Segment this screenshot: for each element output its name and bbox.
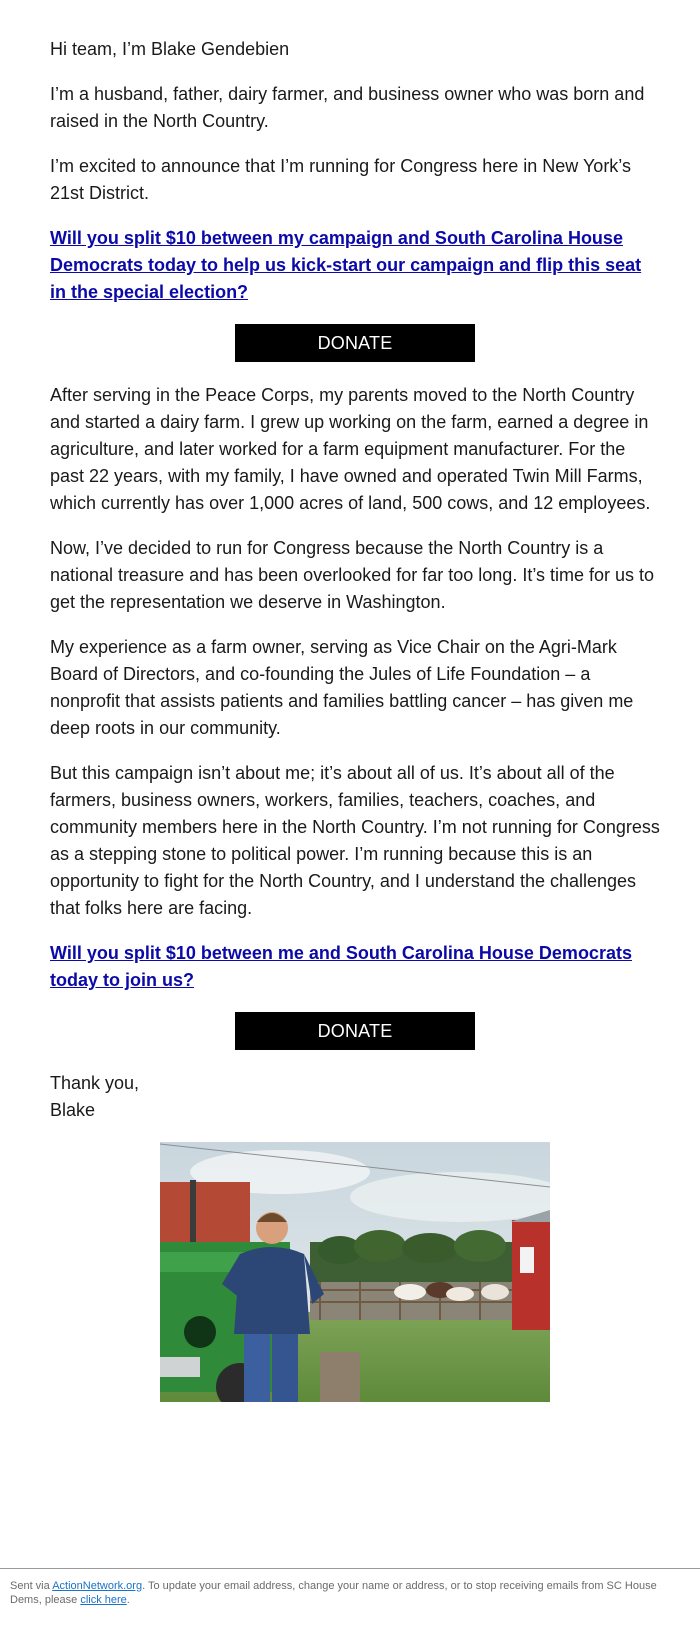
signoff-block bbox=[50, 1070, 660, 1124]
intro-paragraph-2: I’m excited to announce that I’m running for Congress here in New York’s 21st District. bbox=[50, 156, 631, 203]
footer-suffix: . bbox=[126, 1594, 130, 1606]
signoff: Thank you, bbox=[50, 1073, 140, 1093]
body-paragraph-4: But this campaign isn’t about me; it’s about all of us. It’s about all of the farmers, business owners, workers, families, teachers, coaches, and community members here in the North Country. I’m not running for Congress as a stepping stone to political power. I’m running because this is an opportunity to fight for the North Country, and I understand the challenges that folks here are facing. bbox=[50, 763, 660, 918]
email-body bbox=[50, 36, 660, 1402]
signature: Blake bbox=[50, 1100, 96, 1120]
donate-button-container-2 bbox=[50, 1012, 660, 1050]
greeting: Hi team, I’m Blake Gendebien bbox=[50, 39, 290, 59]
email-footer bbox=[0, 1568, 700, 1607]
intro-paragraph-1: I’m a husband, father, dairy farmer, and business owner who was born and raised in the North Country. bbox=[50, 84, 645, 131]
candidate-photo bbox=[160, 1142, 550, 1402]
body-paragraph-1: After serving in the Peace Corps, my parents moved to the North Country and started a dairy farm. I grew up working on the farm, earned a degree in agriculture, and later worked for a farm equipment manufacturer. For the past 22 years, with my family, I have owned and operated Twin Mill Farms, which currently has over 1,000 acres of land, 500 cows, and 12 employees. bbox=[50, 385, 651, 513]
footer-prefix: Sent via bbox=[10, 1580, 53, 1592]
farm-photo-illustration bbox=[160, 1142, 550, 1402]
donate-button-2[interactable]: DONATE bbox=[235, 1012, 475, 1050]
donate-button-container-1 bbox=[50, 324, 660, 362]
body-paragraph-2: Now, I’ve decided to run for Congress because the North Country is a national treasure and has been overlooked for far too long. It’s time for us to get the representation we deserve in Washington. bbox=[50, 538, 655, 612]
footer-middle: . To update your email address, change your name or address, or to stop receiving emails from SC House Dems, please bbox=[10, 1580, 657, 1606]
donate-ask-link-1[interactable]: Will you split $10 between my campaign and South Carolina House Democrats today to help us kick-start our campaign and flip this seat in the special election? bbox=[50, 228, 642, 302]
donate-ask-link-2[interactable]: Will you split $10 between me and South Carolina House Democrats today to join us? bbox=[50, 943, 632, 990]
actionnetwork-link[interactable]: ActionNetwork.org bbox=[52, 1580, 143, 1592]
unsubscribe-link[interactable]: click here bbox=[80, 1594, 127, 1606]
body-paragraph-3: My experience as a farm owner, serving as Vice Chair on the Agri-Mark Board of Directors, and co-founding the Jules of Life Foundation – a nonprofit that assists patients and families battling cancer – has given me deep roots in our community. bbox=[50, 637, 634, 738]
donate-button-1[interactable]: DONATE bbox=[235, 324, 475, 362]
